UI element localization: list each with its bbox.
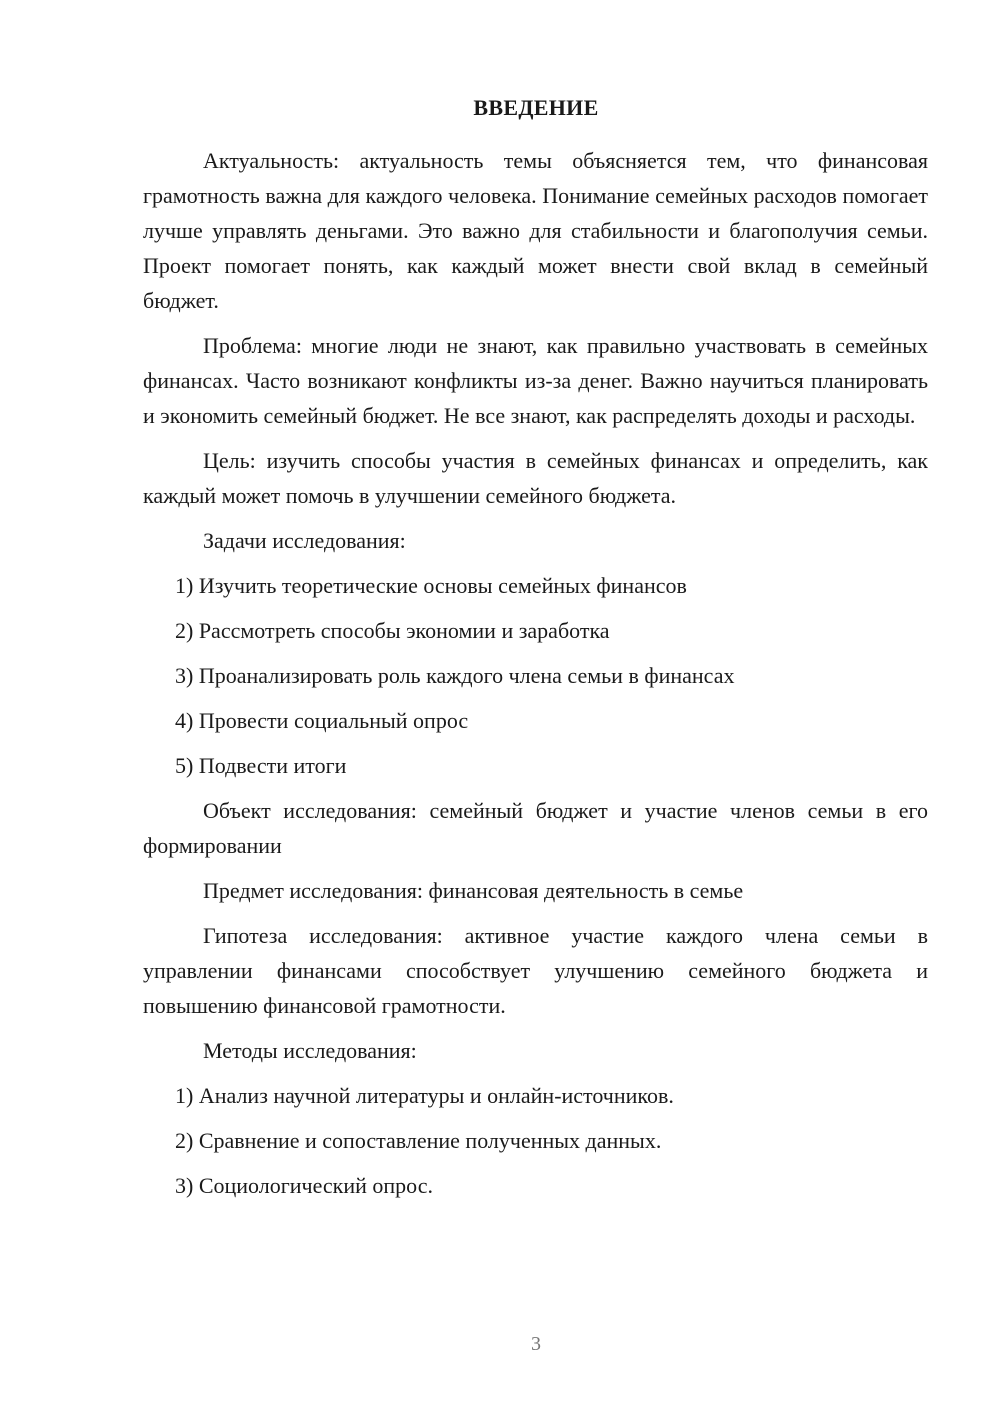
task-item: 2) Рассмотреть способы экономии и заработка [175, 618, 610, 643]
object-paragraph: Объект исследования: семейный бюджет и участие членов семьи в его формировании [143, 798, 928, 858]
goal-paragraph: Цель: изучить способы участия в семейных финансах и определить, как каждый может помочь в улучшении семейного бюджета. [143, 448, 928, 508]
problem-paragraph: Проблема: многие люди не знают, как правильно участвовать в семейных финансах. Часто возникают конфликты из-за денег. Важно научиться планировать и экономить семейный бюджет. Не все знают, как распределять доходы и расходы. [143, 333, 928, 428]
subject-paragraph: Предмет исследования: финансовая деятельность в семье [203, 878, 744, 903]
task-item: 5) Подвести итоги [175, 753, 347, 778]
methods-label: Методы исследования: [203, 1038, 417, 1063]
section-heading: ВВЕДЕНИЕ [473, 95, 599, 120]
page-content [143, 143, 928, 1203]
task-item: 3) Проанализировать роль каждого члена семьи в финансах [175, 663, 735, 688]
method-item: 3) Социологический опрос. [175, 1173, 433, 1198]
methods-list [143, 1078, 928, 1203]
method-item: 2) Сравнение и сопоставление полученных данных. [175, 1128, 662, 1153]
tasks-label: Задачи исследования: [203, 528, 406, 553]
method-item: 1) Анализ научной литературы и онлайн-источников. [175, 1083, 674, 1108]
relevance-paragraph: Актуальность: актуальность темы объясняется тем, что финансовая грамотность важна для каждого человека. Понимание семейных расходов помогает лучше управлять деньгами. Это важно для стабильности и благополучия семьи. Проект помогает понять, как каждый может внести свой вклад в семейный бюджет. [143, 148, 928, 313]
tasks-list [143, 568, 928, 783]
task-item: 1) Изучить теоретические основы семейных финансов [175, 573, 687, 598]
page-number: 3 [531, 1333, 541, 1355]
hypothesis-paragraph: Гипотеза исследования: активное участие каждого члена семьи в управлении финансами способствует улучшению семейного бюджета и повышению финансовой грамотности. [143, 923, 928, 1018]
task-item: 4) Провести социальный опрос [175, 708, 469, 733]
